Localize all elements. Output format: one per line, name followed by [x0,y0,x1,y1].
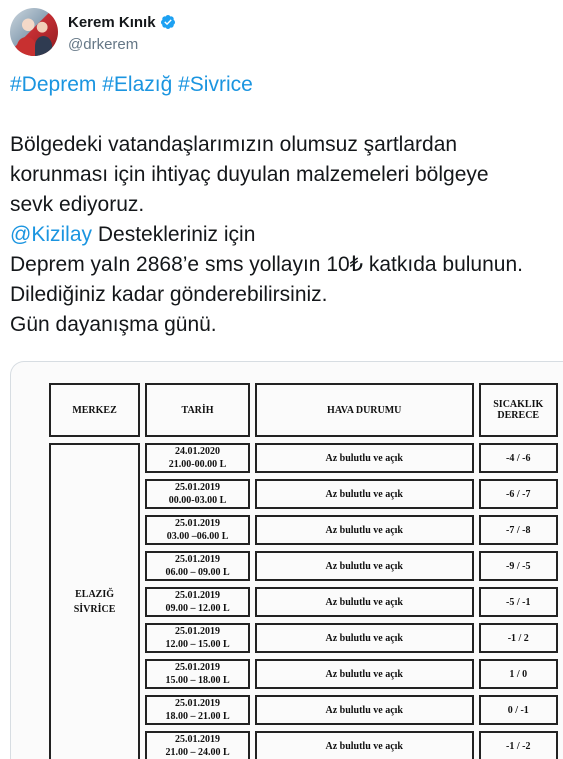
date-cell [145,515,250,545]
date-cell [145,443,250,473]
date-text: 25.01.2019 [175,554,221,565]
date-cell [145,479,250,509]
tweet-media-image[interactable] [10,361,563,759]
location-cell [49,443,140,759]
date-text: 25.01.2019 [175,518,221,529]
date-cell [145,695,250,725]
tweet-line: sevk ediyoruz. [10,193,145,216]
weather-cell: Az bulutlu ve açık [255,623,474,653]
date-text: 25.01.2019 [175,698,221,709]
time-range-text: 00.00-03.00 L [168,495,227,506]
author-block [68,14,176,54]
weather-cell: Az bulutlu ve açık [255,551,474,581]
weather-cell: Az bulutlu ve açık [255,731,474,759]
mention-kizilay[interactable]: @Kizilay [10,223,93,246]
hashtag-line [10,70,558,100]
header-sicaklik-line1: SICAKLIK [493,399,544,410]
weather-cell: Az bulutlu ve açık [255,587,474,617]
date-cell [145,623,250,653]
time-range-text: 03.00 –06.00 L [166,531,229,542]
author-handle[interactable]: @drkerem [68,36,139,53]
tweet-line: Gün dayanışma günü. [10,313,217,336]
time-range-text: 18.00 – 21.00 L [165,711,230,722]
tweet-line: Dilediğiniz kadar gönderebilirsiniz. [10,283,328,306]
time-range-text: 21.00 – 24.00 L [165,747,230,758]
temperature-cell: -5 / -1 [479,587,559,617]
date-cell [145,551,250,581]
tweet-line: korunması için ihtiyaç duyulan malzemeleri bölgeye [10,163,489,186]
table-body [49,443,558,759]
location-line2: SİVRİCE [73,604,116,615]
tweet-body [10,130,558,340]
verified-badge-icon [160,14,176,30]
temperature-cell: -1 / -2 [479,731,559,759]
hashtag-elazig[interactable]: #Elazığ [102,73,173,96]
header-sicaklik [479,383,559,437]
avatar[interactable] [10,8,58,56]
time-range-text: 09.00 – 12.00 L [165,603,230,614]
hashtag-deprem[interactable]: #Deprem [10,73,97,96]
temperature-cell: 1 / 0 [479,659,559,689]
header-hava-durumu: HAVA DURUMU [255,383,474,437]
date-text: 25.01.2019 [175,662,221,673]
tweet-line: Deprem yaIn 2868’e sms yollayın 10₺ katkıda bulunun. [10,253,523,276]
tweet-text [10,70,558,340]
author-name[interactable]: Kerem Kınık [68,14,156,31]
weather-cell: Az bulutlu ve açık [255,479,474,509]
date-cell [145,731,250,759]
weather-cell: Az bulutlu ve açık [255,515,474,545]
header-tarih: TARİH [145,383,250,437]
temperature-cell: -9 / -5 [479,551,559,581]
weather-cell: Az bulutlu ve açık [255,443,474,473]
header-sicaklik-line2: DERECE [497,410,540,421]
tweet-header [10,8,550,60]
mention-line-rest: Destekleriniz için [92,223,256,246]
weather-cell: Az bulutlu ve açık [255,695,474,725]
header-merkez: MERKEZ [49,383,140,437]
weather-cell: Az bulutlu ve açık [255,659,474,689]
temperature-cell: -6 / -7 [479,479,559,509]
table-row [49,443,558,473]
mention-line [10,220,558,250]
hashtag-sivrice[interactable]: #Sivrice [178,73,253,96]
temperature-cell: 0 / -1 [479,695,559,725]
time-range-text: 06.00 – 09.00 L [165,567,230,578]
time-range-text: 15.00 – 18.00 L [165,675,230,686]
temperature-cell: -4 / -6 [479,443,559,473]
date-text: 25.01.2019 [175,626,221,637]
temperature-cell: -7 / -8 [479,515,559,545]
date-text: 24.01.2020 [175,446,221,457]
location-line1: ELAZIĞ [75,589,115,600]
temperature-cell: -1 / 2 [479,623,559,653]
date-cell [145,659,250,689]
time-range-text: 21.00-00.00 L [168,459,227,470]
date-text: 25.01.2019 [175,482,221,493]
table-header-row [49,383,558,437]
date-cell [145,587,250,617]
forecast-table [44,377,563,759]
date-text: 25.01.2019 [175,590,221,601]
time-range-text: 12.00 – 15.00 L [165,639,230,650]
tweet-line: Bölgedeki vatandaşlarımızın olumsuz şartlardan [10,133,458,156]
date-text: 25.01.2019 [175,734,221,745]
